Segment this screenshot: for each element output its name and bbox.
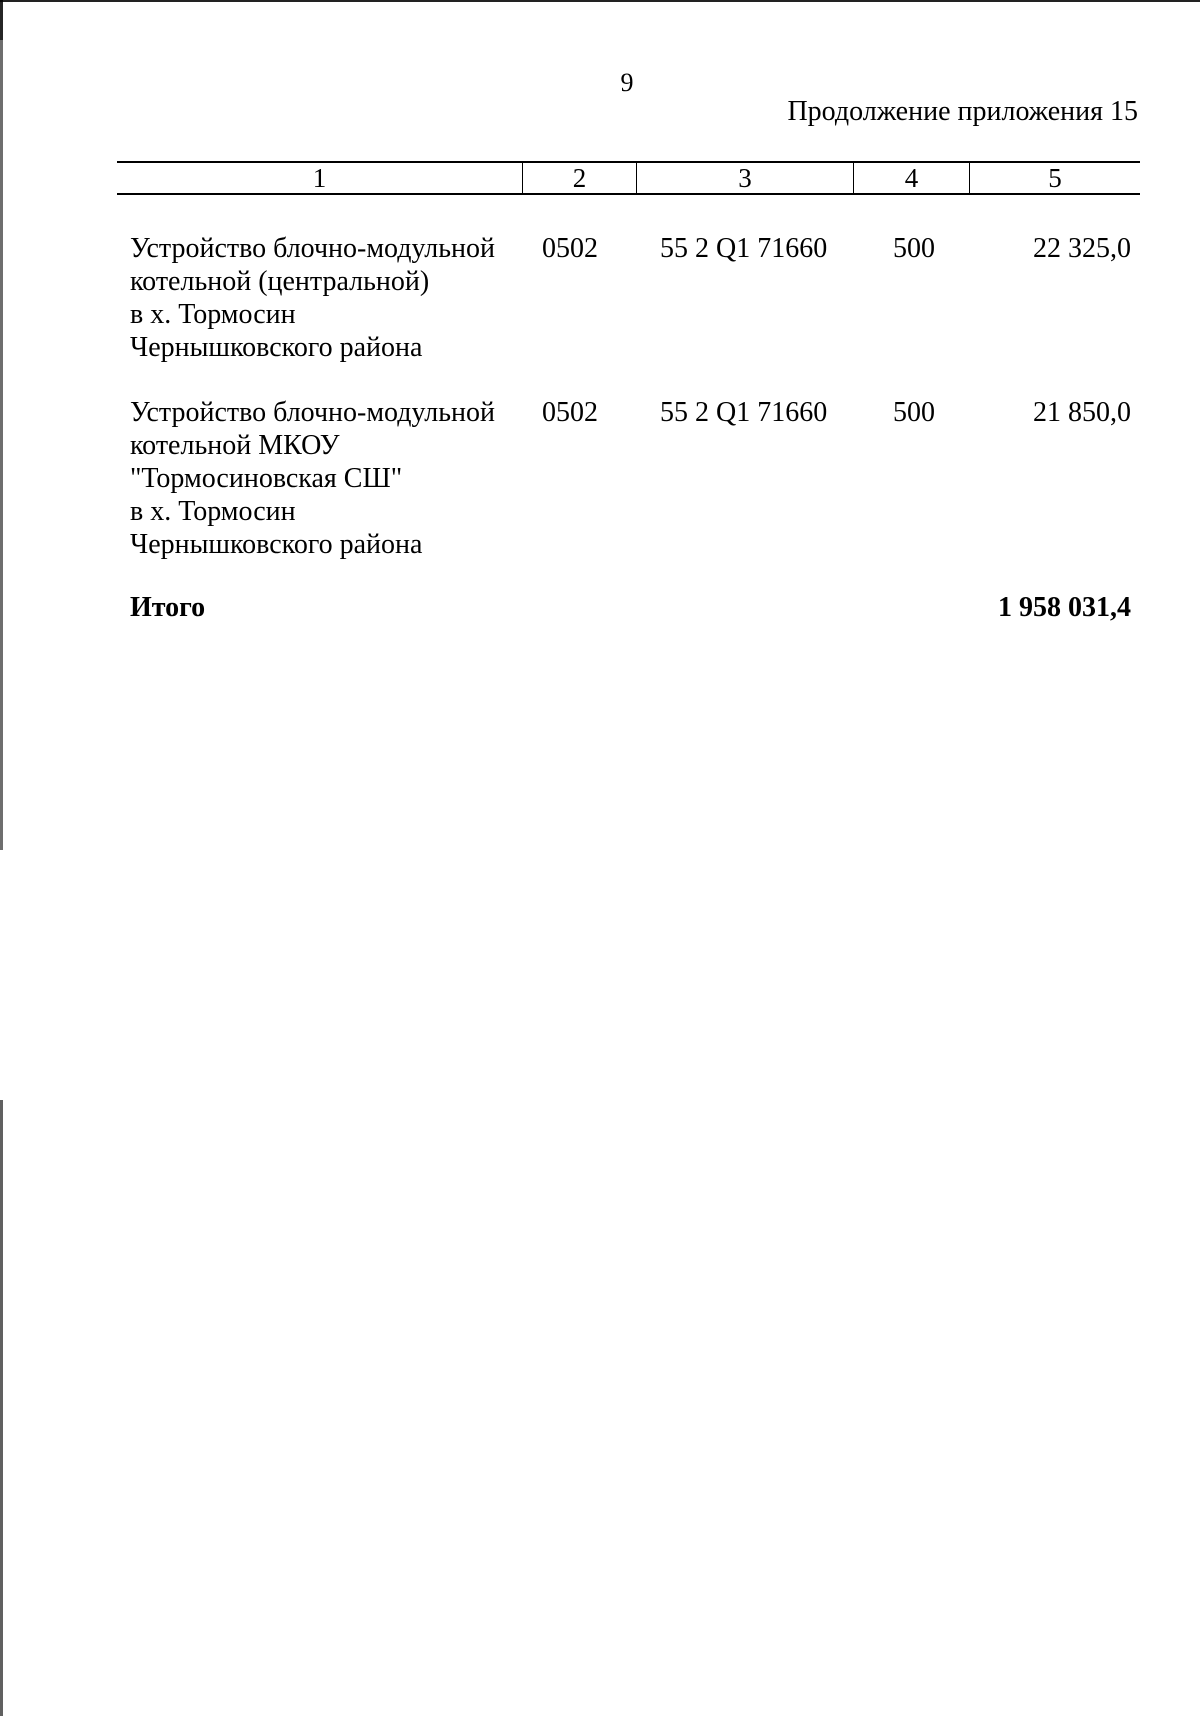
row-name-line: Устройство блочно-модульной: [130, 397, 495, 428]
row-target-article: 55 2 Q1 71660: [660, 233, 828, 264]
scan-edge-left: [0, 0, 3, 1716]
row-name: [130, 396, 510, 561]
scan-edge-top: [0, 0, 1200, 2]
row-target-article: 55 2 Q1 71660: [660, 397, 828, 428]
row-name-line: Чернышковского района: [130, 332, 423, 363]
row-section-code: 0502: [542, 233, 598, 264]
row-expense-type: 500: [893, 397, 935, 428]
row-name-line: "Тормосиновская СШ": [130, 463, 403, 494]
total-amount: 1 958 031,4: [998, 592, 1131, 623]
column-number-1: 1: [312, 162, 327, 193]
row-amount: 21 850,0: [1033, 397, 1131, 428]
row-name-line: в х. Тормосин: [130, 496, 296, 527]
row-name-line: котельной (центральной): [130, 266, 430, 297]
row-name-line: котельной МКОУ: [130, 430, 340, 461]
column-number-2: 2: [522, 163, 636, 193]
column-number-3: 3: [636, 163, 853, 193]
row-name-line: Чернышковского района: [130, 529, 423, 560]
row-name: [130, 232, 510, 364]
row-name-line: Устройство блочно-модульной: [130, 233, 495, 264]
page-number: 9: [620, 68, 634, 97]
row-section-code: 0502: [542, 397, 598, 428]
row-expense-type: 500: [893, 233, 935, 264]
column-number-5: 5: [969, 163, 1140, 193]
appendix-continuation-note: Продолжение приложения 15: [787, 96, 1138, 127]
total-label: Итого: [130, 592, 206, 623]
row-name-line: в х. Тормосин: [130, 299, 296, 330]
table-column-numbers: [117, 161, 1140, 195]
row-amount: 22 325,0: [1033, 233, 1131, 264]
column-number-4: 4: [853, 163, 969, 193]
